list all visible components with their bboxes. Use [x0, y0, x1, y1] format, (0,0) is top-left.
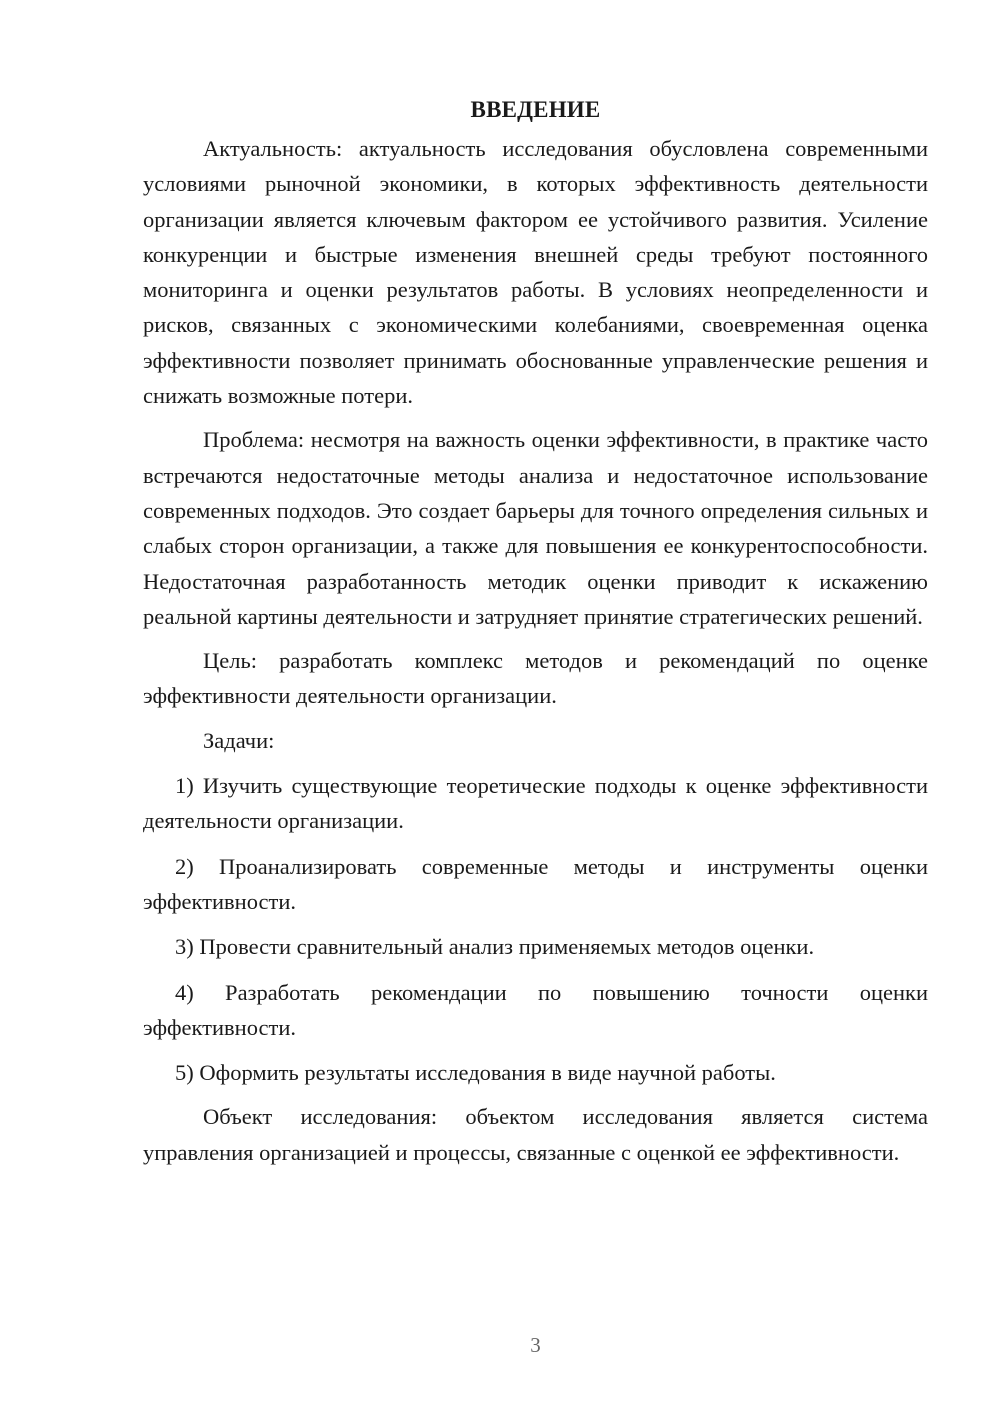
task-item: 5) Оформить результаты исследования в виде научной работы. — [175, 1060, 776, 1086]
document-page — [143, 92, 928, 1170]
task-item: 4) Разработать рекомендации по повышению точности оценки эффективности. — [143, 979, 928, 1040]
task-item: 2) Проанализировать современные методы и инструменты оценки эффективности. — [143, 853, 928, 914]
paragraph-object: Объект исследования: объектом исследования является система управления организацией и процессы, связанные с оценкой ее эффективности. — [143, 1104, 928, 1165]
paragraph-relevance: Актуальность: актуальность исследования обусловлена современными условиями рыночной экономики, в которых эффективность деятельности организации является ключевым фактором ее устойчивого развития. Усиление конкуренции и быстрые изменения внешней среды требуют постоянного мониторинга и оценки результатов работы. В условиях неопределенности и рисков, связанных с экономическими колебаниями, своевременная оценка эффективности позволяет принимать обоснованные управленческие решения и снижать возможные потери. — [143, 136, 928, 409]
tasks-label: Задачи: — [203, 727, 275, 753]
paragraph-problem: Проблема: несмотря на важность оценки эффективности, в практике часто встречаются недостаточные методы анализа и недостаточное использование современных подходов. Это создает барьеры для точного определения сильных и слабых сторон организации, а также для повышения ее конкурентоспособности. Недостаточная разработанность методик оценки приводит к искажению реальной картины деятельности и затрудняет принятие стратегических решений. — [143, 427, 928, 629]
paragraph-goal: Цель: разработать комплекс методов и рекомендаций по оценке эффективности деятельности организации. — [143, 648, 928, 709]
task-item: 3) Провести сравнительный анализ применяемых методов оценки. — [175, 934, 815, 960]
page-number: 3 — [530, 1333, 541, 1357]
section-heading: ВВЕДЕНИЕ — [470, 97, 601, 122]
task-item: 1) Изучить существующие теоретические подходы к оценке эффективности деятельности организации. — [143, 773, 928, 834]
